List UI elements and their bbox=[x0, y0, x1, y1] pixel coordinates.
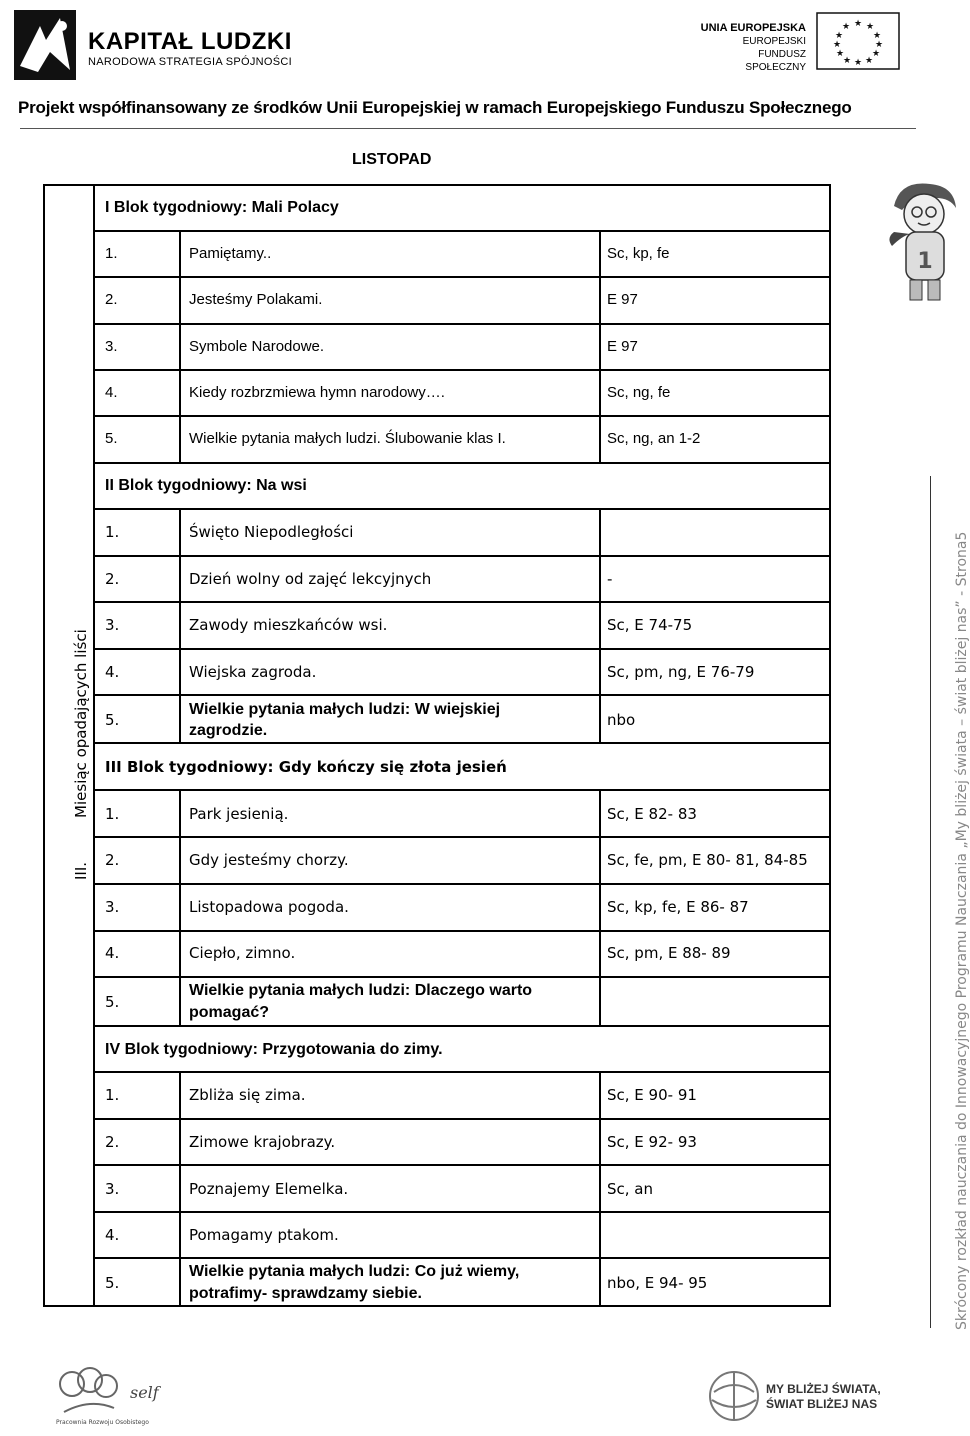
row-number: 1. bbox=[105, 1086, 120, 1104]
side-label-text: Miesiąc opadających liści bbox=[72, 629, 90, 818]
svg-text:★: ★ bbox=[853, 19, 863, 29]
row-number: 5. bbox=[105, 993, 120, 1011]
row-reference: Sc, pm, E 88- 89 bbox=[607, 944, 731, 962]
block-title: II Blok tygodniowy: Na wsi bbox=[105, 477, 307, 494]
row-title-line-2: zagrodzie. bbox=[189, 722, 268, 739]
side-month-label bbox=[72, 629, 90, 880]
row-number: 3. bbox=[105, 1180, 120, 1198]
table-row bbox=[95, 1259, 831, 1307]
row-title-line-1: Wielkie pytania małych ludzi: Dlaczego warto bbox=[189, 982, 533, 999]
row-title: Gdy jesteśmy chorzy. bbox=[189, 851, 349, 869]
side-roman: III. bbox=[72, 861, 90, 880]
row-title: Wielkie pytania małych ludzi. Ślubowanie klas I. bbox=[189, 430, 506, 447]
table-row bbox=[95, 696, 831, 744]
row-reference: E 97 bbox=[607, 338, 638, 355]
row-title: Ciepło, zimno. bbox=[189, 944, 296, 962]
eu-line-1: UNIA EUROPEJSKA bbox=[700, 22, 806, 34]
block-header bbox=[95, 464, 831, 510]
row-reference: E 97 bbox=[607, 291, 638, 308]
row-title bbox=[189, 699, 500, 741]
svg-text:★: ★ bbox=[835, 49, 845, 59]
footer-left-caption: Pracownia Rozwoju Osobistego bbox=[56, 1419, 149, 1426]
eu-text-block bbox=[700, 22, 806, 74]
row-title: Pamiętamy.. bbox=[189, 245, 272, 262]
row-title: Pomagamy ptakom. bbox=[189, 1226, 339, 1244]
row-number: 4. bbox=[105, 663, 120, 681]
table-row bbox=[95, 978, 831, 1027]
table-row bbox=[95, 1120, 831, 1166]
row-title: Zawody mieszkańców wsi. bbox=[189, 616, 388, 634]
row-number: 1. bbox=[105, 245, 118, 262]
table-row bbox=[95, 325, 831, 371]
row-title: Poznajemy Elemelka. bbox=[189, 1180, 349, 1198]
row-reference: Sc, kp, fe bbox=[607, 245, 670, 262]
row-title: Symbole Narodowe. bbox=[189, 338, 325, 355]
block-header bbox=[95, 186, 831, 232]
right-margin-text: Skrócony rozkład nauczania do Innowacyjnego Programu Nauczania „My bliżej świata – świat bliżej nas” - Strona5 bbox=[954, 531, 970, 1330]
table-row bbox=[95, 885, 831, 932]
row-title-line-2: potrafimy- sprawdzamy siebie. bbox=[189, 1285, 422, 1302]
footer-right-line-1: MY BLIŻEJ ŚWIATA, bbox=[766, 1382, 881, 1396]
row-reference: Sc, ng, an 1-2 bbox=[607, 430, 701, 447]
block-title: III Blok tygodniowy: Gdy kończy się złota jesień bbox=[105, 758, 507, 776]
row-title: Kiedy rozbrzmiewa hymn narodowy…. bbox=[189, 384, 445, 401]
row-title-line-2: pomagać? bbox=[189, 1004, 270, 1021]
project-funding-line: Projekt współfinansowany ze środków Unii Europejskiej w ramach Europejskiego Funduszu Społecznego bbox=[18, 98, 852, 117]
row-title-line-1: Wielkie pytania małych ludzi: W wiejskiej bbox=[189, 701, 501, 718]
row-title-line-1: Wielkie pytania małych ludzi: Co już wiemy, bbox=[189, 1263, 520, 1280]
svg-text:★: ★ bbox=[832, 40, 842, 50]
table-row bbox=[95, 603, 831, 650]
row-title bbox=[189, 1261, 519, 1305]
row-number: 2. bbox=[105, 1133, 120, 1151]
table-row bbox=[95, 650, 831, 696]
row-number: 5. bbox=[105, 430, 118, 447]
row-reference: Sc, E 90- 91 bbox=[607, 1086, 697, 1104]
row-title bbox=[189, 980, 532, 1024]
row-reference: Sc, E 82- 83 bbox=[607, 805, 697, 823]
block-title: IV Blok tygodniowy: Przygotowania do zimy. bbox=[105, 1041, 443, 1058]
row-number: 2. bbox=[105, 570, 120, 588]
row-reference: Sc, an bbox=[607, 1180, 654, 1198]
footer-right-slogan bbox=[766, 1382, 881, 1412]
row-number: 2. bbox=[105, 851, 120, 869]
svg-text:self: self bbox=[130, 1383, 159, 1402]
table-row bbox=[95, 932, 831, 978]
block-header bbox=[95, 1027, 831, 1073]
block-header bbox=[95, 744, 831, 791]
row-number: 2. bbox=[105, 291, 118, 308]
svg-text:★: ★ bbox=[872, 31, 882, 41]
row-number: 1. bbox=[105, 523, 120, 541]
row-title: Listopadowa pogoda. bbox=[189, 898, 349, 916]
logo-title: KAPITAŁ LUDZKI bbox=[88, 28, 292, 55]
right-margin-line bbox=[930, 476, 931, 1328]
table-row bbox=[95, 838, 831, 885]
kapital-ludzki-wordmark bbox=[88, 30, 292, 68]
svg-text:★: ★ bbox=[853, 58, 863, 68]
row-reference: nbo bbox=[607, 711, 636, 729]
header-divider bbox=[20, 128, 916, 129]
svg-text:★: ★ bbox=[842, 56, 852, 66]
globe-logo-icon bbox=[706, 1368, 762, 1424]
row-number: 3. bbox=[105, 616, 120, 634]
row-title: Wiejska zagroda. bbox=[189, 663, 317, 681]
row-reference: Sc, kp, fe, E 86- 87 bbox=[607, 898, 749, 916]
row-number: 4. bbox=[105, 944, 120, 962]
table-row bbox=[95, 371, 831, 417]
row-title: Zimowe krajobrazy. bbox=[189, 1133, 336, 1151]
table-row bbox=[95, 232, 831, 278]
table-row bbox=[95, 278, 831, 325]
row-title: Święto Niepodległości bbox=[189, 523, 354, 541]
table-row bbox=[95, 1213, 831, 1259]
svg-text:★: ★ bbox=[841, 22, 851, 32]
table-row bbox=[95, 510, 831, 557]
eu-flag-icon bbox=[816, 12, 900, 70]
svg-text:★: ★ bbox=[871, 49, 881, 59]
table-row bbox=[95, 1166, 831, 1213]
table-row bbox=[95, 557, 831, 603]
row-title: Park jesienią. bbox=[189, 805, 289, 823]
eu-line-2: EUROPEJSKI bbox=[742, 36, 806, 47]
svg-text:★: ★ bbox=[874, 40, 884, 50]
row-reference: Sc, pm, ng, E 76-79 bbox=[607, 663, 755, 681]
eu-line-3: FUNDUSZ SPOŁECZNY bbox=[745, 49, 806, 73]
mascot-boy-icon bbox=[880, 176, 960, 308]
row-title: Dzień wolny od zajęć lekcyjnych bbox=[189, 570, 432, 588]
self-logo-icon bbox=[50, 1362, 160, 1428]
table-row bbox=[95, 791, 831, 838]
kapital-ludzki-logo-icon bbox=[10, 6, 80, 84]
row-title: Zbliża się zima. bbox=[189, 1086, 306, 1104]
row-reference: Sc, fe, pm, E 80- 81, 84-85 bbox=[607, 851, 808, 869]
table-row bbox=[95, 417, 831, 464]
logo-subtitle: NARODOWA STRATEGIA SPÓJNOŚCI bbox=[88, 56, 292, 68]
row-number: 1. bbox=[105, 805, 120, 823]
row-title: Jesteśmy Polakami. bbox=[189, 291, 323, 308]
row-reference: nbo, E 94- 95 bbox=[607, 1274, 708, 1292]
row-number: 5. bbox=[105, 1274, 120, 1292]
row-number: 3. bbox=[105, 338, 118, 355]
mascot-number: 1 bbox=[917, 249, 933, 274]
row-reference: Sc, ng, fe bbox=[607, 384, 671, 401]
row-number: 4. bbox=[105, 384, 118, 401]
block-title: I Blok tygodniowy: Mali Polacy bbox=[105, 199, 339, 216]
row-reference: Sc, E 92- 93 bbox=[607, 1133, 697, 1151]
table-row bbox=[95, 1073, 831, 1120]
row-number: 3. bbox=[105, 898, 120, 916]
row-number: 5. bbox=[105, 711, 120, 729]
footer-right-line-2: ŚWIAT BLIŻEJ NAS bbox=[766, 1397, 878, 1411]
row-number: 4. bbox=[105, 1226, 120, 1244]
svg-text:★: ★ bbox=[865, 22, 875, 32]
svg-text:★: ★ bbox=[834, 31, 844, 41]
month-title: LISTOPAD bbox=[352, 151, 432, 168]
svg-text:★: ★ bbox=[864, 56, 874, 66]
row-reference: - bbox=[607, 570, 613, 588]
row-reference: Sc, E 74-75 bbox=[607, 616, 693, 634]
